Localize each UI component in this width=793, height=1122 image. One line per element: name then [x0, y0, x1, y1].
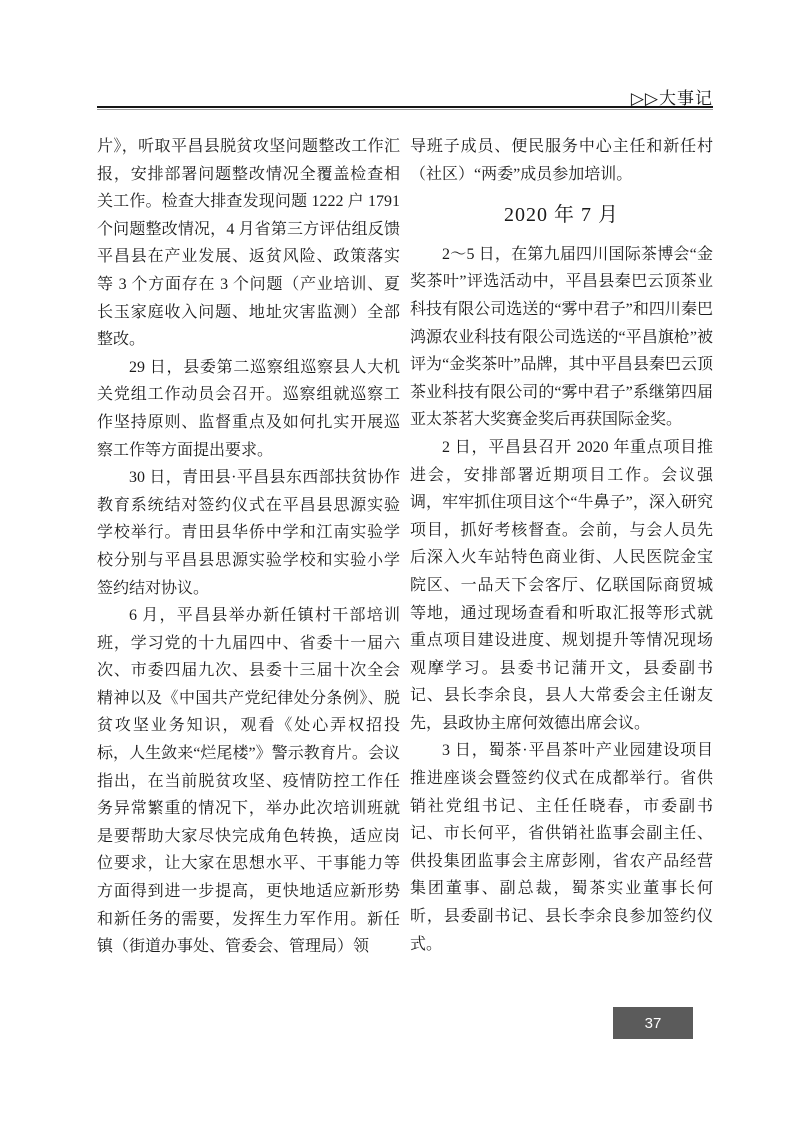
body-paragraph-continuation: 片》，听取平昌县脱贫攻坚问题整改工作汇报，安排部署问题整改情况全覆盖检查相关工作。检查大排查发现问题 1222 户 1791 个问题整改情况，4 月省第三方评估组反馈平昌县在产业发展、返贫风险、政策落实等 3 个方面存在 3 个问题（产业培训、夏长玉家庭收入问题、地址灾害监测）全部整改。	[97, 138, 400, 349]
page-header-label: ▷▷大事记	[630, 89, 713, 108]
header-divider-line	[97, 106, 713, 110]
page-number-badge: 37	[613, 1007, 693, 1039]
right-column	[410, 133, 713, 961]
body-paragraph: 2 日，平昌县召开 2020 年重点项目推进会，安排部署近期项目工作。会议强调，牢牢抓住项目这个“牛鼻子”，深入研究项目，抓好考核督查。会前，与会人员先后深入火车站特色商业街、人民医院金宝院区、一品天下会客厅、亿联国际商贸城等地，通过现场查看和听取汇报等形式就重点项目建设进度、规划提升等情况现场观摩学习。县委书记蒲开文，县委副书记、县长李余良，县人大常委会主任谢友先，县政协主席何效德出席会议。	[410, 438, 713, 732]
section-heading-date: 2020 年 7 月	[504, 204, 619, 227]
body-paragraph: 29 日，县委第二巡察组巡察县人大机关党组工作动员会召开。巡察组就巡察工作坚持原则、监督重点及如何扎实开展巡察工作等方面提出要求。	[97, 358, 400, 459]
body-paragraph: 6 月，平昌县举办新任镇村干部培训班，学习党的十九届四中、省委十一届六次、市委四届九次、县委十三届十次全会精神以及《中国共产党纪律处分条例》、脱贫攻坚业务知识，观看《处心弄权招投标，人生敛来“烂尾楼”》警示教育片。会议指出，在当前脱贫攻坚、疫情防控工作任务异常繁重的情况下，举办此次培训班就是要帮助大家尽快完成角色转换，适应岗位要求，让大家在思想水平、干事能力等方面得到进一步提高，更快地适应新形势和新任务的需要，发挥生力军作用。新任镇（街道办事处、管委会、管理局）领	[97, 607, 400, 956]
body-paragraph: 30 日，青田县·平昌县东西部扶贫协作教育系统结对签约仪式在平昌县思源实验学校举行。青田县华侨中学和江南实验学校分别与平昌县思源实验学校和实验小学签约结对协议。	[97, 469, 400, 597]
body-paragraph: 3 日，蜀茶·平昌茶叶产业园建设项目推进座谈会暨签约仪式在成都举行。省供销社党组书记、主任任晓春，市委副书记、市长何平，省供销社监事会副主任、供投集团监事会主席彭刚，省农产品经营集团董事、副总裁，蜀茶实业董事长何昕，县委副书记、县长李余良参加签约仪式。	[410, 742, 713, 953]
left-column	[97, 133, 400, 961]
body-paragraph: 2～5 日，在第九届四川国际茶博会“金奖茶叶”评选活动中，平昌县秦巴云顶茶业科技有限公司选送的“雾中君子”和四川秦巴鸿源农业科技有限公司选送的“平昌旗枪”被评为“金奖茶叶”品牌，其中平昌县秦巴云顶茶业科技有限公司的“雾中君子”系继第四届亚太茶茗大奖赛金奖后再获国际金奖。	[410, 245, 713, 429]
body-paragraph-continuation: 导班子成员、便民服务中心主任和新任村（社区）“两委”成员参加培训。	[410, 138, 713, 183]
two-column-text-area	[97, 133, 713, 961]
